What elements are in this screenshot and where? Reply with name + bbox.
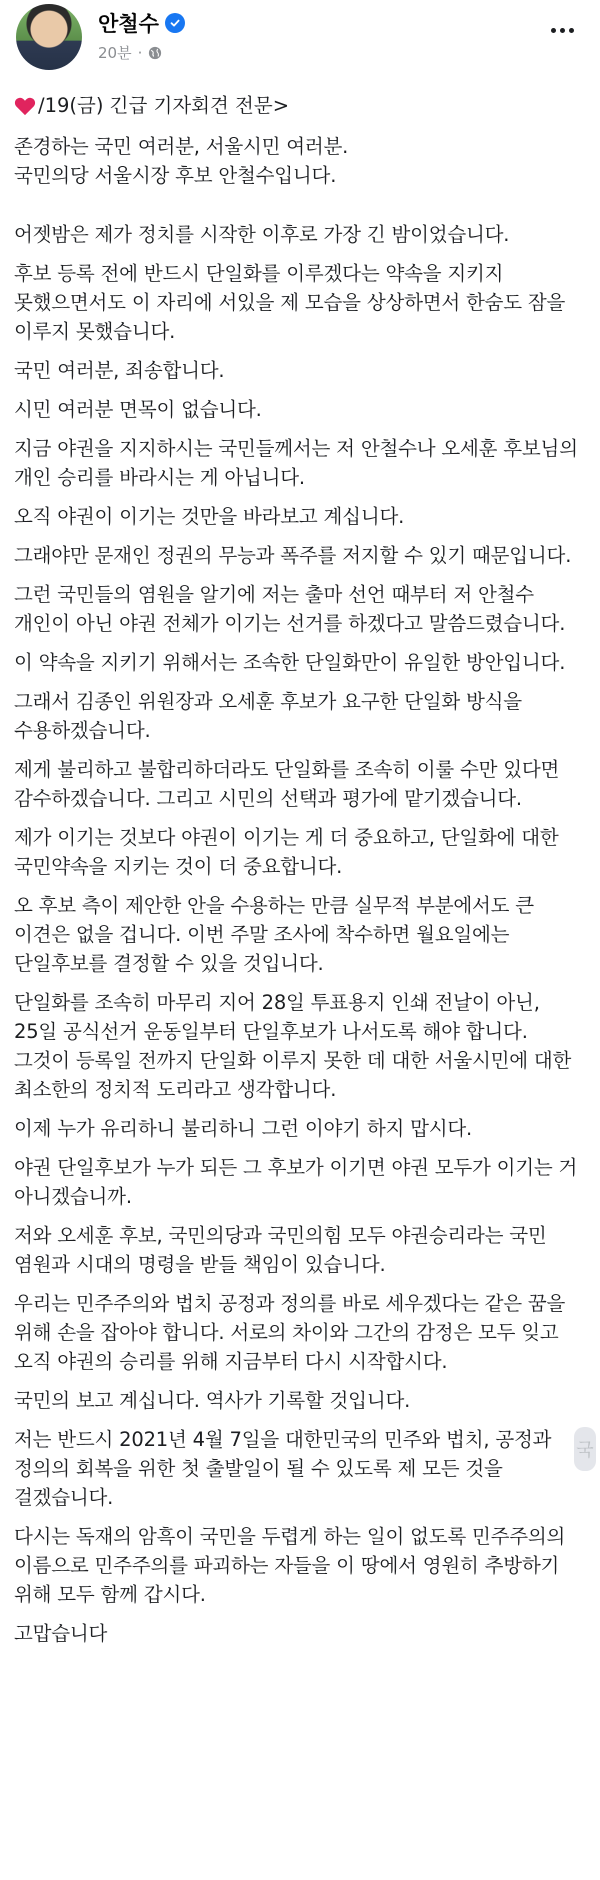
post-paragraph: 저는 반드시 2021년 4월 7일을 대한민국의 민주와 법치, 공정과 정의의 회복을 위한 첫 출발일이 될 수 있도록 제 모든 것을 걸겠습니다.: [14, 1428, 552, 1509]
post-paragraph: 시민 여러분 면목이 없습니다.: [14, 398, 262, 421]
post-paragraph: 이 약속을 지키기 위해서는 조속한 단일화만이 유일한 방안입니다.: [14, 651, 566, 674]
post-paragraph: 제가 이기는 것보다 야권이 이기는 게 더 중요하고, 단일화에 대한 국민약속을 지키는 것이 더 중요합니다.: [14, 826, 559, 878]
post-paragraph: 지금 야권을 지지하시는 국민들께서는 저 안철수나 오세훈 후보님의 개인 승리를 바라시는 게 아닙니다.: [14, 437, 578, 489]
post-paragraph: 저와 오세훈 후보, 국민의당과 국민의힘 모두 야권승리라는 국민 염원과 시대의 명령을 받들 책임이 있습니다.: [14, 1224, 547, 1276]
avatar[interactable]: [16, 4, 82, 70]
author-name[interactable]: 안철수: [98, 12, 159, 36]
globe-icon: [148, 46, 162, 60]
author-row: [98, 8, 185, 38]
post-paragraph: 그래서 김종인 위원장과 오세훈 후보가 요구한 단일화 방식을 수용하겠습니다.: [14, 690, 522, 742]
verified-badge-icon: [165, 13, 185, 33]
post-timestamp[interactable]: 20분: [98, 44, 132, 62]
dot-icon: [560, 28, 565, 33]
post-paragraph: 후보 등록 전에 반드시 단일화를 이루겠다는 약속을 지키지 못했으면서도 이 자리에 서있을 제 모습을 상상하면서 한숨도 잠을 이루지 못했습니다.: [14, 262, 566, 343]
post-paragraph: 오 후보 측이 제안한 안을 수용하는 만큼 실무적 부분에서도 큰 이견은 없을 겁니다. 이번 주말 조사에 착수하면 월요일에는 단일후보를 결정할 수 있을 것입니다.: [14, 894, 534, 975]
meta-separator: ·: [137, 43, 143, 62]
more-options-button[interactable]: [546, 18, 578, 42]
post-paragraph: 오직 야권이 이기는 것만을 바라보고 계십니다.: [14, 505, 405, 528]
post-paragraph: 고맙습니다: [14, 1622, 108, 1645]
post-paragraph: 어젯밤은 제가 정치를 시작한 이후로 가장 긴 밤이었습니다.: [14, 223, 510, 246]
post-title: [14, 92, 586, 120]
post-paragraph: 국민의 보고 계십니다. 역사가 기록할 것입니다.: [14, 1389, 411, 1412]
post-paragraph: 우리는 민주주의와 법치 공정과 정의를 바로 세우겠다는 같은 꿈을 위해 손을 잡아야 합니다. 서로의 차이와 그간의 감정은 모두 잊고 오직 야권의 승리를 위해 지금부터 다시 시작합시다.: [14, 1292, 566, 1373]
scroll-handle[interactable]: 국: [574, 1427, 596, 1471]
post-paragraph: 다시는 독재의 암흑이 국민을 두렵게 하는 일이 없도록 민주주의의 이름으로 민주주의를 파괴하는 자들을 이 땅에서 영원히 추방하기 위해 모두 함께 갑시다.: [14, 1525, 566, 1606]
post-paragraph: 단일화를 조속히 마무리 지어 28일 투표용지 인쇄 전날이 아닌, 25일 공식선거 운동일부터 단일후보가 나서도록 해야 합니다. 그것이 등록일 전까지 단일화 이루지 못한 데 대한 서울시민에 대한 최소한의 정치적 도리라고 생각합니다.: [14, 991, 572, 1101]
post-paragraph: 국민 여러분, 죄송합니다.: [14, 359, 225, 382]
heart-icon: [14, 96, 36, 116]
paragraph-spacer: [14, 190, 586, 220]
dot-icon: [551, 28, 556, 33]
post-paragraph: 그런 국민들의 염원을 알기에 저는 출마 선언 때부터 저 안철수 개인이 아닌 야권 전체가 이기는 선거를 하겠다고 말씀드렸습니다.: [14, 583, 566, 635]
post-paragraph: 이제 누가 유리하니 불리하니 그런 이야기 하지 맙시다.: [14, 1117, 473, 1140]
post-paragraph: 그래야만 문재인 정권의 무능과 폭주를 저지할 수 있기 때문입니다.: [14, 544, 572, 567]
intro-line: 존경하는 국민 여러분, 서울시민 여러분. 국민의당 서울시장 후보 안철수입니다.: [14, 135, 349, 187]
post-meta: [98, 42, 162, 63]
dot-icon: [569, 28, 574, 33]
post-title-text: /19(금) 긴급 기자회견 전문>: [38, 94, 290, 117]
post-paragraph: 제게 불리하고 불합리하더라도 단일화를 조속히 이룰 수만 있다면 감수하겠습니다. 그리고 시민의 선택과 평가에 맡기겠습니다.: [14, 758, 560, 810]
post-body: [14, 92, 586, 1658]
post-paragraph: 야권 단일후보가 누가 되든 그 후보가 이기면 야권 모두가 이기는 거 아니겠습니까.: [14, 1156, 578, 1208]
post-header: [0, 0, 600, 80]
